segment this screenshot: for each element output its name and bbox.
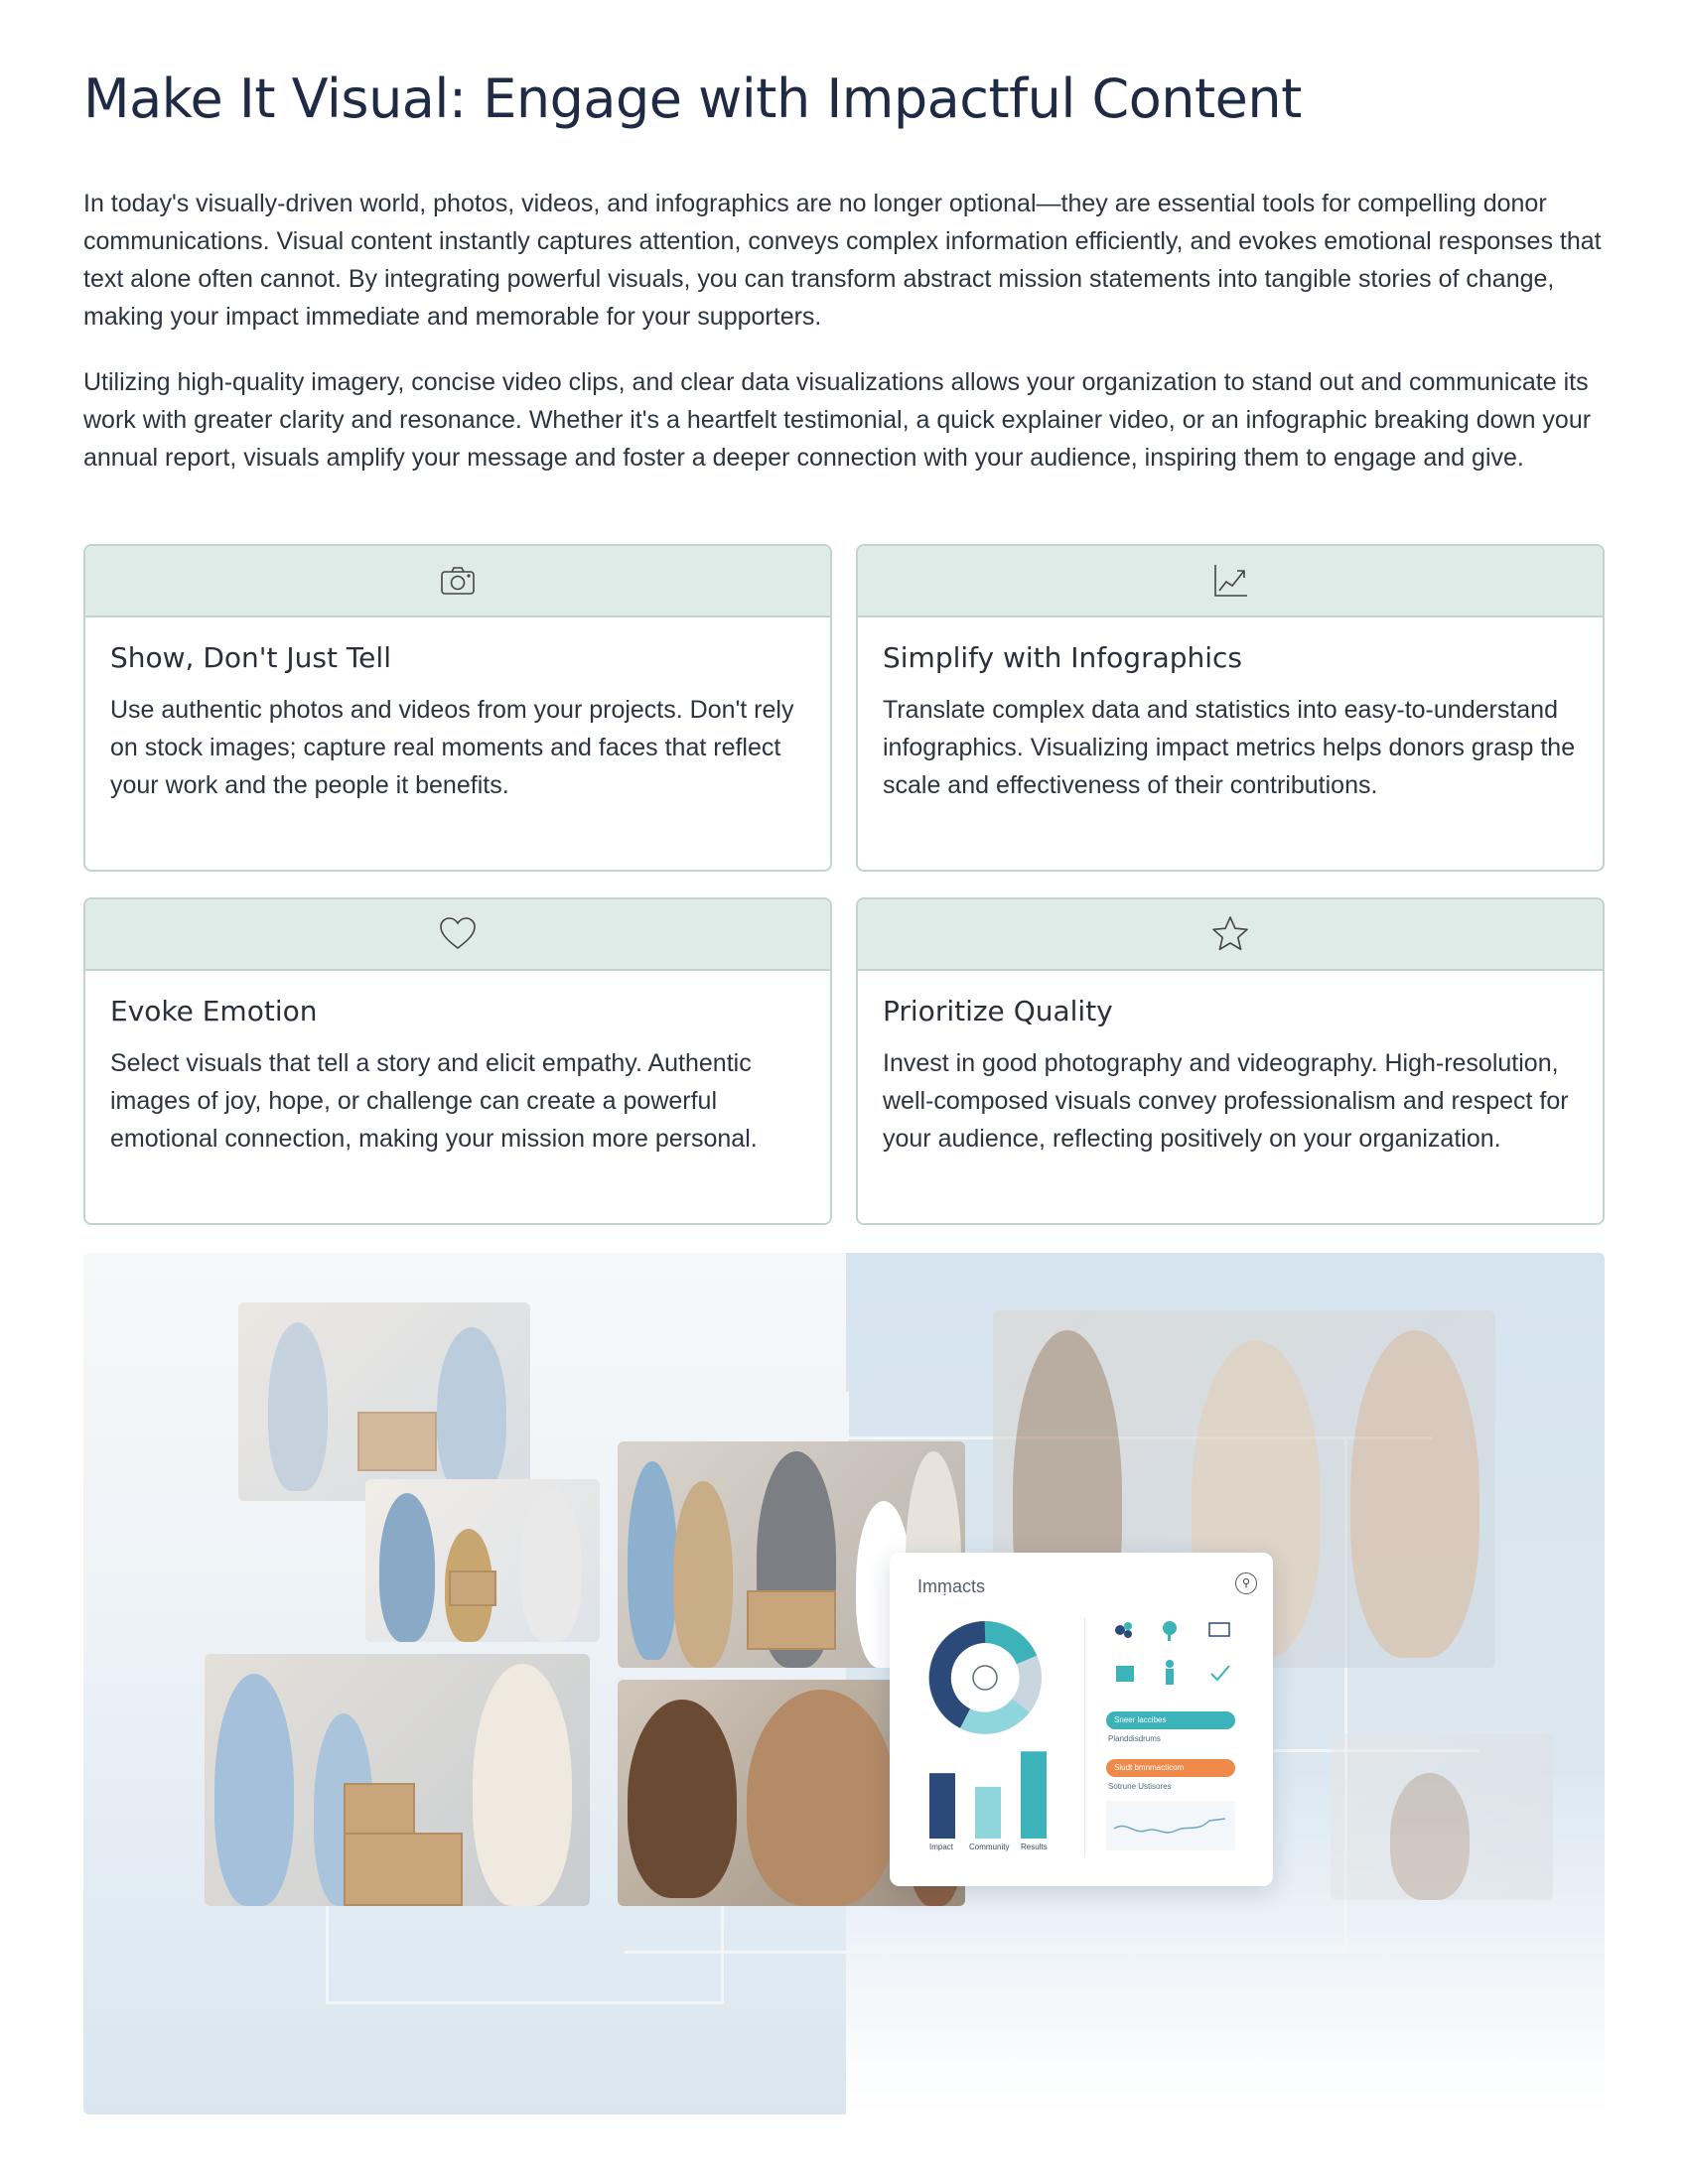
bar-label: Community	[969, 1843, 1010, 1851]
card-header	[858, 546, 1603, 617]
visual-collage-illustration	[83, 1253, 1605, 2115]
camera-icon	[438, 561, 478, 601]
card-header	[858, 899, 1603, 971]
page-title: Make It Visual: Engage with Impactful Content	[83, 68, 1302, 130]
card-simplify-infographics	[856, 544, 1605, 872]
search-icon: ⚲	[1235, 1572, 1257, 1594]
bar-chart	[925, 1741, 1055, 1841]
donut-chart	[925, 1618, 1045, 1737]
pill-caption: Sotrune Ustisores	[1108, 1782, 1172, 1791]
photo-volunteers-exchange	[205, 1654, 590, 1906]
connector-line	[625, 1951, 1347, 1954]
bar-impact	[929, 1773, 955, 1839]
dashboard-title: Imṃacts	[917, 1576, 986, 1596]
star-icon	[1210, 914, 1250, 954]
card-show-dont-tell	[83, 544, 832, 872]
pill-caption: Planddisdrums	[1108, 1734, 1161, 1743]
photo-woman-faded	[1331, 1733, 1553, 1900]
card-header	[85, 546, 830, 617]
card-title: Prioritize Quality	[883, 995, 1113, 1027]
second-paragraph: Utilizing high-quality imagery, concise video clips, and clear data visualizations allows your organization to stand out and communicate its work with greater clarity and resonance. Whether it's a heartfelt testimonial, a quick explainer video, or an infographic breaking down your annual report, visuals amplify your message and foster a deeper connection with your audience, inspiring them to engage and give.	[83, 368, 1592, 472]
card-text: Invest in good photography and videography. High-resolution, well-composed visuals convey professionalism and respect for your audience, reflecting positively on your organization.	[883, 1049, 1569, 1153]
card-title: Evoke Emotion	[110, 995, 318, 1027]
photo-volunteers-packing	[238, 1302, 530, 1501]
card-prioritize-quality	[856, 897, 1605, 1225]
status-pill: Sneer laccibes	[1106, 1711, 1235, 1729]
card-text: Select visuals that tell a story and elicit empathy. Authentic images of joy, hope, or challenge can create a powerful emotional connection, making your mission more personal.	[110, 1049, 758, 1153]
card-text: Translate complex data and statistics into easy-to-understand infographics. Visualizing impact metrics helps donors grasp the scale and effectiveness of their contributions.	[883, 696, 1576, 799]
connector-line	[550, 1392, 848, 1395]
connector-line	[326, 2001, 723, 2004]
bar-label: Results	[1021, 1843, 1048, 1851]
status-pill: Siudt bmnmacticom	[1106, 1759, 1235, 1777]
card-evoke-emotion	[83, 897, 832, 1225]
bar-results	[1021, 1751, 1047, 1839]
heart-icon	[438, 914, 478, 954]
card-header	[85, 899, 830, 971]
photo-handing-box	[365, 1479, 600, 1642]
dashboard-icons	[1110, 1618, 1249, 1698]
impact-dashboard	[890, 1553, 1273, 1886]
bar-community	[975, 1787, 1001, 1839]
bar-label: Impact	[929, 1843, 954, 1851]
card-title: Simplify with Infographics	[883, 641, 1243, 674]
card-title: Show, Don't Just Tell	[110, 641, 391, 674]
intro-paragraph: In today's visually-driven world, photos, videos, and infographics are no longer optional—they are essential tools for compelling donor communications. Visual content instantly captures attention, conveys complex information efficiently, and evokes emotional responses that text alone often cannot. By integrating powerful visuals, you can transform abstract mission statements into tangible stories of change, making your impact immediate and memorable for your supporters.	[83, 190, 1602, 331]
chart-line-icon	[1210, 561, 1250, 601]
sparkline-chart	[1106, 1801, 1235, 1850]
card-text: Use authentic photos and videos from your projects. Don't rely on stock images; capture real moments and faces that reflect your work and the people it benefits.	[110, 696, 794, 799]
